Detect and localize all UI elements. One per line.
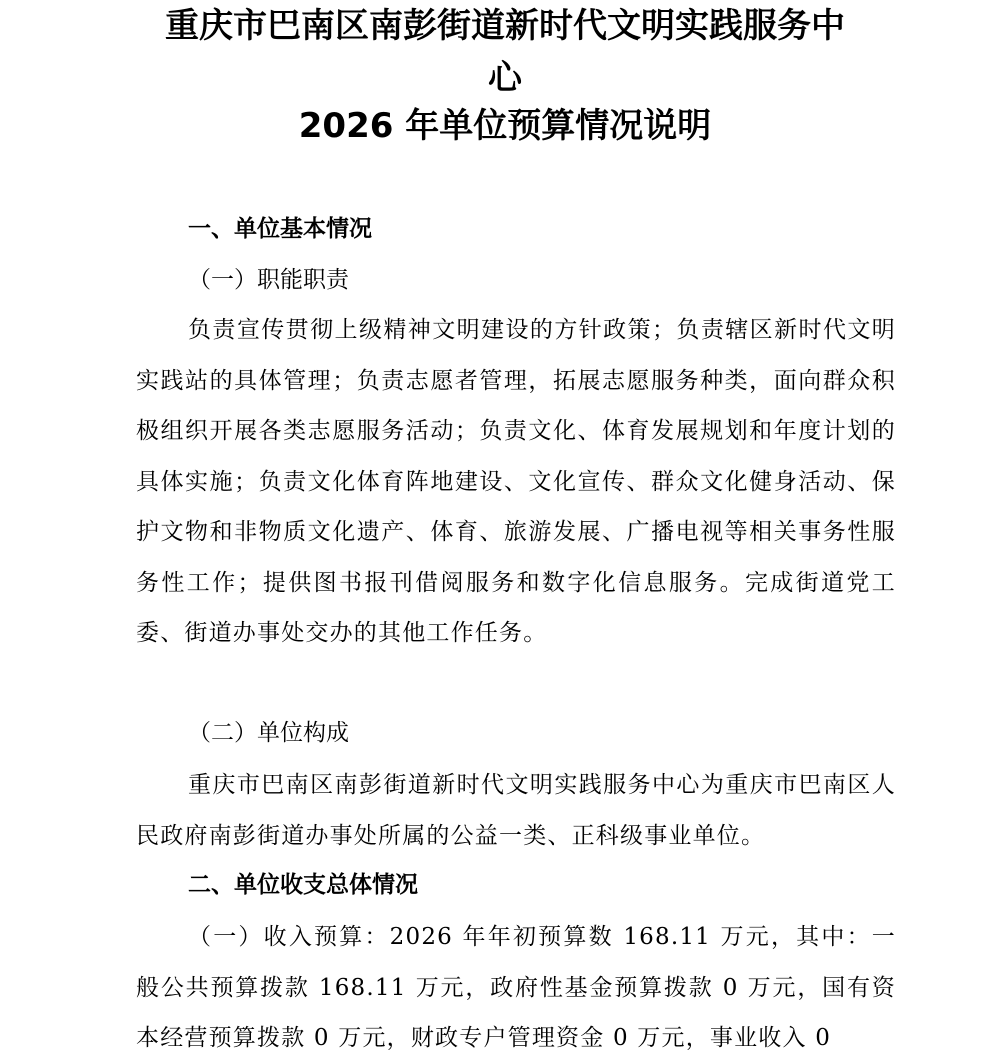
document-title-line-3: 2026 年单位预算情况说明 xyxy=(298,106,712,146)
section-1-1-paragraph: 负责宣传贯彻上级精神文明建设的方针政策；负责辖区新时代文明实践站的具体管理；负责志愿者管理，拓展志愿服务种类，面向群众积极组织开展各类志愿服务活动；负责文化、体育发展规划和年度计划的具体实施；负责文化体育阵地建设、文化宣传、群众文化健身活动、保护文物和非物质文化遗产、体育、旅游发展、广播电视等相关事务性服务性工作；提供图书报刊借阅服务和数字化信息服务。完成街道党工委、街道办事处交办的其他工作任务。 xyxy=(136,317,896,646)
section-1-2-paragraph: 重庆市巴南区南彭街道新时代文明实践服务中心为重庆市巴南区人民政府南彭街道办事处所属的公益一类、正科级事业单位。 xyxy=(136,772,896,849)
section-2-heading: 二、单位收支总体情况 xyxy=(188,872,418,898)
section-2-1-paragraph: （一）收入预算：2026 年年初预算数 168.11 万元，其中：一般公共预算拨款 168.11 万元，政府性基金预算拨款 0 万元，国有资本经营预算拨款 0 万元，财政专户管理资金 0 万元，事业收入 0 xyxy=(136,924,896,1051)
document-title-line-2: 心 xyxy=(488,58,522,98)
section-1-heading: 一、单位基本情况 xyxy=(188,216,372,242)
section-1-2-heading: （二）单位构成 xyxy=(188,720,349,746)
document-title-line-1: 重庆市巴南区南彭街道新时代文明实践服务中 xyxy=(165,6,845,46)
section-1-1-heading: （一）职能职责 xyxy=(188,267,349,293)
